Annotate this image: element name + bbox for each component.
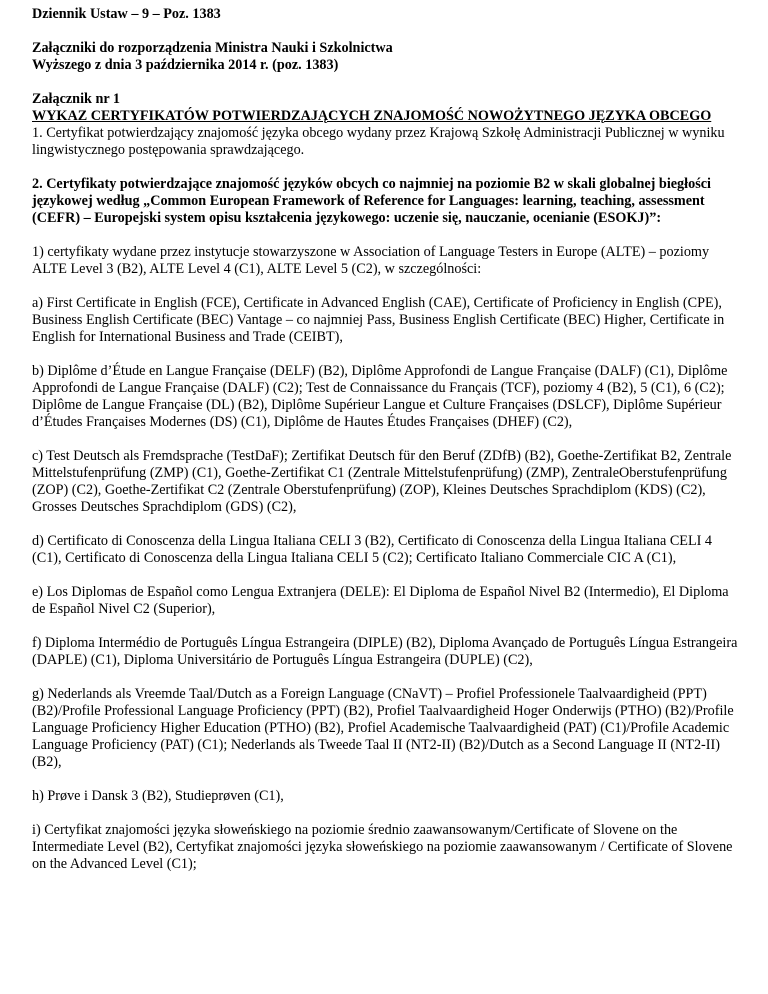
item-1: 1. Certyfikat potwierdzający znajomość języka obcego wydany przez Krajową Szkołę Administracji Publicznej w wyniku lingwistycznego postępowania sprawdzającego.	[32, 125, 725, 158]
subitem-1: 1) certyfikaty wydane przez instytucje stowarzyszone w Association of Language Testers in Europe (ALTE) – poziomy ALTE Level 3 (B2), ALTE Level 4 (C1), ALTE Level 5 (C2), w szczególności:	[32, 244, 710, 277]
annex-title-line1: Załączniki do rozporządzenia Ministra Nauki i Szkolnictwa	[32, 40, 393, 56]
annex-title-line2: Wyższego z dnia 3 października 2014 r. (poz. 1383)	[32, 57, 339, 73]
list-item-g: g) Nederlands als Vreemde Taal/Dutch as a Foreign Language (CNaVT) – Profiel Professionele Taalvaardigheid (PPT) (B2)/Profile Professional Language Proficiency (PPT) (B2), Profiel Taalvaardigheid Hoger Onderwijs (PTHO) (B2)/Profile Language Proficiency Higher Education (PTHO) (B2), Profiel Academische Taalvaardigheid (PAT) (C1)/Profile Academic Language Proficiency (PAT) (C1); Nederlands als Tweede Taal II (NT2-II) (B2)/Dutch as a Second Language II (NT2-II) (B2),	[32, 686, 734, 770]
list-item-d: d) Certificato di Conoscenza della Lingua Italiana CELI 3 (B2), Certificato di Conoscenza della Lingua Italiana CELI 4 (C1), Certificato di Conoscenza della Lingua Italiana CELI 5 (C2); Certificato Italiano Commerciale CIC A (C1),	[32, 533, 712, 566]
annex-heading: WYKAZ CERTYFIKATÓW POTWIERDZAJĄCYCH ZNAJOMOŚĆ NOWOŻYTNEGO JĘZYKA OBCEGO	[32, 108, 712, 124]
list-item-i: i) Certyfikat znajomości języka słoweńskiego na poziomie średnio zaawansowanym/Certificate of Slovene on the Intermediate Level (B2), Certyfikat znajomości języka słoweńskiego na poziomie zaawansowanym / Certificate of Slovene on the Advanced Level (C1);	[32, 822, 733, 872]
list-item-a: a) First Certificate in English (FCE), Certificate in Advanced English (CAE), Certificate of Proficiency in English (CPE), Business English Certificate (BEC) Vantage – co najmniej Pass, Business English Certificate (BEC) Higher, Certificate in English for International Business and Trade (CEIBT),	[32, 295, 725, 345]
list-item-f: f) Diploma Intermédio de Português Língua Estrangeira (DIPLE) (B2), Diploma Avançado de Português Língua Estrangeira (DAPLE) (C1), Diploma Universitário de Português Língua Estrangeira (DUPLE) (C2),	[32, 635, 738, 668]
annex-label: Załącznik nr 1	[32, 91, 121, 107]
list-item-b: b) Diplôme d’Étude en Langue Française (DELF) (B2), Diplôme Approfondi de Langue Française (DALF) (C1), Diplôme Approfondi de Langue Française (DALF) (C2); Test de Connaissance du Français (TCF), poziomy 4 (B2), 5 (C1), 6 (C2); Diplôme de Langue Française (DL) (B2), Diplôme Supérieur Langue et Culture Françaises (DSLCF), Diplôme Supérieur d’Études Françaises Modernes (DS) (C1), Diplôme de Hautes Études Françaises (DHEF) (C2),	[32, 363, 728, 430]
page-header: Dziennik Ustaw – 9 – Poz. 1383	[32, 6, 221, 22]
list-item-e: e) Los Diplomas de Español como Lengua Extranjera (DELE): El Diploma de Español Nivel B2 (Intermedio), El Diploma de Español Nivel C2 (Superior),	[32, 584, 729, 617]
document-page	[32, 6, 742, 890]
list-item-c: c) Test Deutsch als Fremdsprache (TestDaF); Zertifikat Deutsch für den Beruf (ZDfB) (B2), Goethe-Zertifikat B2, Zentrale Mittelstufenprüfung (ZMP) (C1), Goethe-Zertifikat C1 (Zentrale Mittelstufenprüfung) (ZMP), ZentraleOberstufenprüfung (ZOP) (C2), Goethe-Zertifikat C2 (Zentrale Oberstufenprüfung) (ZOP), Kleines Deutsches Sprachdiplom (KDS) (C2), Grosses Deutsches Sprachdiplom (GDS) (C2),	[32, 448, 732, 515]
item-2: 2. Certyfikaty potwierdzające znajomość języków obcych co najmniej na poziomie B2 w skali globalnej biegłości językowej według „Common European Framework of Reference for Languages: learning, teaching, assessment (CEFR) – Europejski system opisu kształcenia językowego: uczenie się, nauczanie, ocenianie (ESOKJ)”:	[32, 176, 711, 226]
list-item-h: h) Prøve i Dansk 3 (B2), Studieprøven (C1),	[32, 788, 284, 804]
